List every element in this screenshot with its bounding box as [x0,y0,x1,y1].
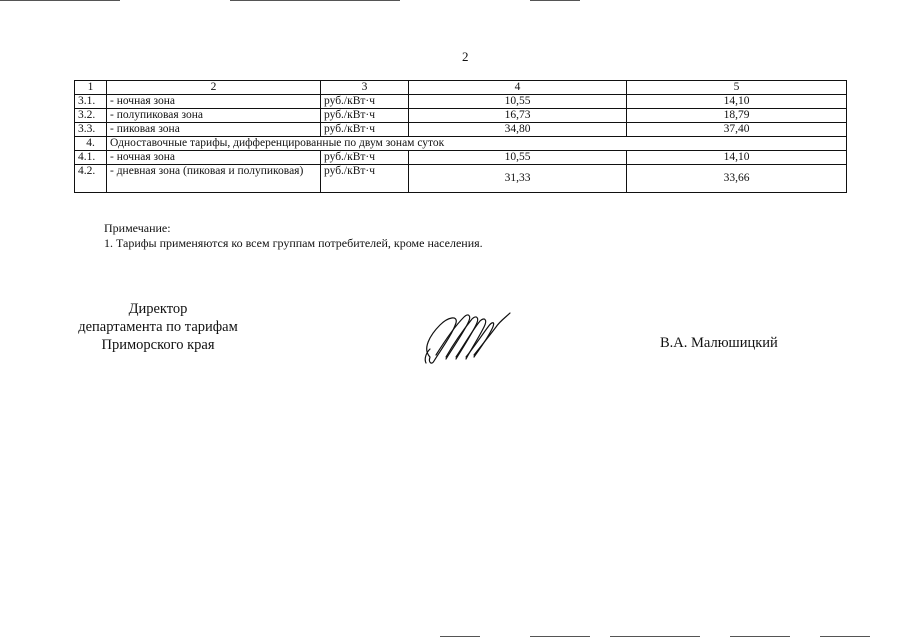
scan-edge-top-right [530,0,580,1]
note-block [104,221,483,251]
row-value-1: 34,80 [409,123,627,137]
note-title: Примечание: [104,221,171,235]
row-name: - дневная зона (пиковая и полупиковая) [107,165,321,193]
row-unit: руб./кВт·ч [321,123,409,137]
director-title-line1: Директор [128,301,188,317]
header-col-5: 5 [627,81,847,95]
row-value-2: 37,40 [627,123,847,137]
row-name: - пиковая зона [107,123,321,137]
header-col-4: 4 [409,81,627,95]
header-col-1: 1 [75,81,107,95]
row-value-2: 18,79 [627,109,847,123]
table-row [75,95,847,109]
row-unit: руб./кВт·ч [321,151,409,165]
row-number: 3.1. [75,95,107,109]
scan-edge-bottom-4 [730,636,790,637]
table-row [75,165,847,193]
row-value-1: 10,55 [409,151,627,165]
row-value-1: 31,33 [409,165,627,193]
row-number: 3.3. [75,123,107,137]
scan-edge-bottom-2 [530,636,590,637]
page-number: 2 [462,49,469,64]
director-title-block [74,300,242,354]
row-unit: руб./кВт·ч [321,165,409,193]
header-col-2: 2 [107,81,321,95]
row-value-2: 33,66 [627,165,847,193]
table-header-row [75,81,847,95]
scan-edge-top-left [0,0,120,1]
row-unit: руб./кВт·ч [321,95,409,109]
row-name: - ночная зона [107,95,321,109]
section-number: 4. [75,137,107,151]
tariff-table [74,80,847,193]
handwritten-signature [416,305,516,372]
row-number: 4.1. [75,151,107,165]
row-unit: руб./кВт·ч [321,109,409,123]
header-col-3: 3 [321,81,409,95]
scan-edge-bottom-1 [440,636,480,637]
signer-name: В.А. Малюшицкий [660,335,778,351]
director-title-line3: Приморского края [101,337,215,353]
table-section-row [75,137,847,151]
row-name: - полупиковая зона [107,109,321,123]
note-item: 1. Тарифы применяются ко всем группам потребителей, кроме населения. [104,236,483,250]
row-number: 3.2. [75,109,107,123]
row-name: - ночная зона [107,151,321,165]
section-title: Одноставочные тарифы, дифференцированные по двум зонам суток [107,137,847,151]
director-title-line2: департамента по тарифам [78,319,238,335]
row-value-1: 10,55 [409,95,627,109]
scan-edge-top-mid [230,0,400,1]
row-value-2: 14,10 [627,151,847,165]
table-row [75,151,847,165]
scan-edge-bottom-3 [610,636,700,637]
row-value-1: 16,73 [409,109,627,123]
row-number: 4.2. [75,165,107,193]
table-row [75,109,847,123]
table-row [75,123,847,137]
scan-edge-bottom-5 [820,636,870,637]
row-value-2: 14,10 [627,95,847,109]
